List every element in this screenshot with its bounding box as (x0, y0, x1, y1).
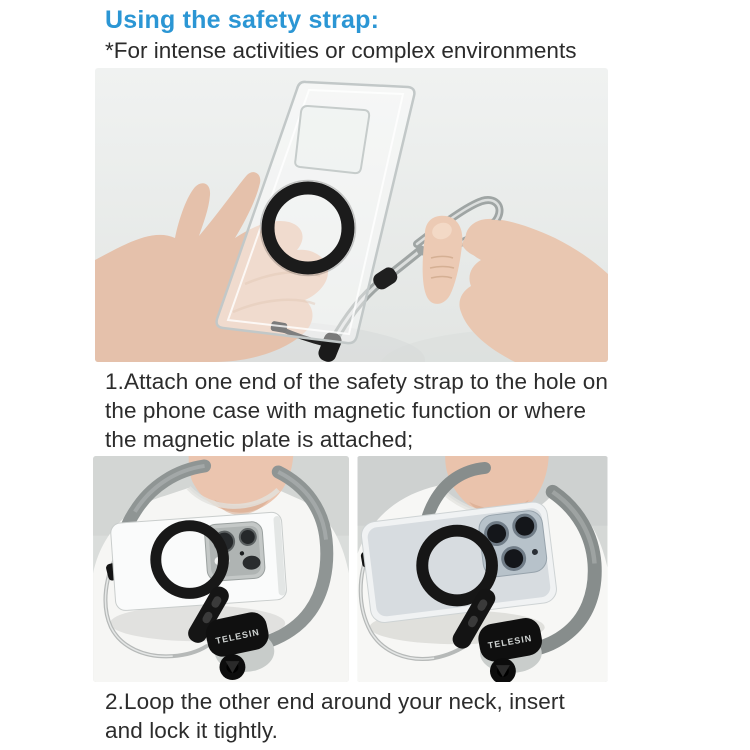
lock-knob (220, 654, 246, 680)
step-1-line-1: 1.Attach one end of the safety strap to the hole on (105, 369, 608, 394)
step-1-text (105, 367, 608, 454)
step-2-text (105, 687, 565, 745)
camera-lens (513, 514, 537, 538)
page-subtitle: *For intense activities or complex environments (105, 38, 577, 63)
photo-attach-strap-to-case (95, 68, 608, 362)
telesin-logo-text: TELESIN (214, 626, 261, 646)
camera-lens (239, 528, 256, 545)
step-1-line-2: the phone case with magnetic function or where (105, 398, 587, 423)
photo-neck-mount-white-phone (93, 456, 349, 682)
photo-neck-mount-iphone (357, 456, 608, 682)
camera-cutout (295, 106, 369, 173)
page-title: Using the safety strap: (105, 6, 380, 34)
step-2-line-1: 2.Loop the other end around your neck, insert (105, 689, 565, 714)
telesin-logo-text: TELESIN (487, 632, 533, 651)
camera-lens (501, 546, 525, 570)
step-2-line-2: and lock it tightly. (105, 718, 278, 743)
step-1-line-3: the magnetic plate is attached; (105, 427, 414, 452)
